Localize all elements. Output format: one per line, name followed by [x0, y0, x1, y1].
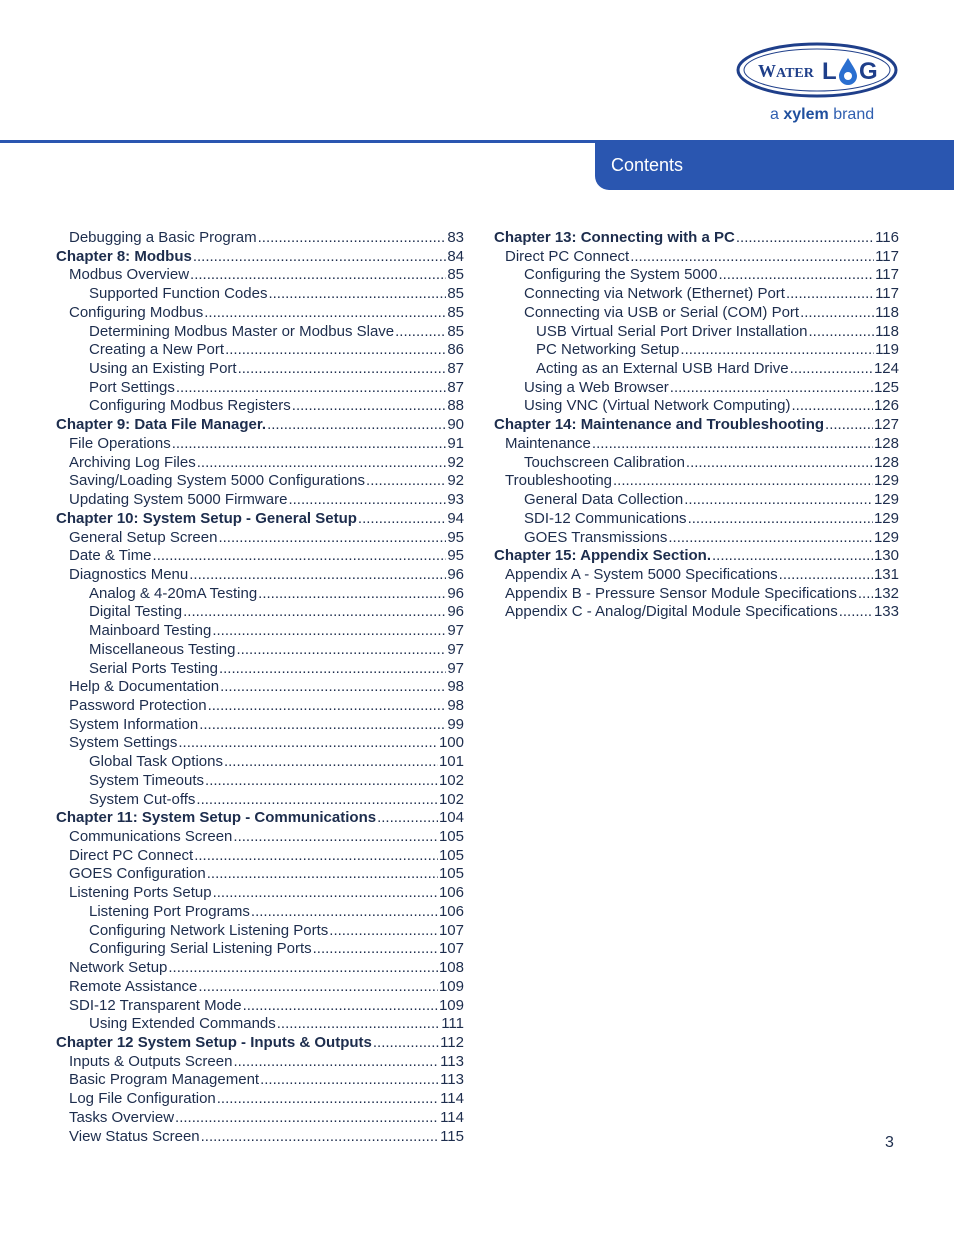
toc-entry-title: PC Networking Setup: [536, 341, 680, 359]
toc-entry-title: Inputs & Outputs Screen: [69, 1052, 233, 1070]
toc-dot-leader: [839, 602, 873, 621]
toc-entry-page: 107: [438, 921, 464, 939]
toc-entry-title: USB Virtual Serial Port Driver Installation: [536, 322, 808, 340]
toc-dot-leader: [791, 396, 872, 415]
page-title: Contents: [611, 155, 684, 175]
toc-entry-page: 98: [447, 697, 464, 714]
toc-dot-leader: [613, 471, 873, 490]
toc-entry[interactable]: [89, 322, 464, 341]
toc-entry-title: Chapter 15: Appendix Section.: [494, 547, 711, 565]
toc-dot-leader: [292, 396, 447, 415]
toc-entry-title: General Setup Screen: [69, 528, 218, 546]
toc-entry-title: Direct PC Connect: [69, 846, 194, 864]
toc-dot-leader: [858, 584, 873, 603]
toc-chapter-entry[interactable]: [56, 1033, 464, 1052]
toc-dot-leader: [178, 733, 438, 752]
toc-entry-page: 132: [873, 584, 899, 602]
toc-dot-leader: [243, 996, 438, 1015]
toc-entry-page: 86: [447, 341, 464, 359]
toc-entry-page: 96: [447, 603, 464, 621]
toc-entry[interactable]: [505, 247, 899, 266]
toc-entry-page: 111: [441, 1015, 464, 1033]
toc-entry-title: System Cut-offs: [89, 790, 196, 808]
toc-entry[interactable]: [524, 265, 899, 284]
toc-entry-title: Help & Documentation: [69, 678, 220, 696]
toc-entry-title: System Settings: [69, 734, 178, 752]
toc-entry-page: 97: [447, 622, 464, 640]
toc-entry[interactable]: [89, 939, 464, 958]
toc-entry-title: Global Task Options: [89, 753, 223, 771]
toc-entry-page: 113: [440, 1071, 464, 1089]
toc-dot-leader: [176, 378, 446, 397]
toc-dot-leader: [736, 228, 874, 247]
toc-dot-leader: [258, 228, 447, 247]
toc-dot-leader: [219, 659, 446, 678]
toc-entry-title: System Information: [69, 715, 199, 733]
toc-entry-page: 84: [447, 247, 464, 265]
toc-entry-page: 129: [873, 528, 899, 546]
toc-entry-page: 131: [873, 565, 899, 583]
toc-entry[interactable]: [69, 958, 464, 977]
toc-entry-page: 98: [447, 678, 464, 696]
toc-entry-page: 100: [438, 734, 464, 752]
toc-entry-title: View Status Screen: [69, 1127, 200, 1145]
toc-entry-title: Appendix A - System 5000 Specifications: [505, 565, 778, 583]
toc-dot-leader: [224, 752, 438, 771]
toc-entry-title: Chapter 12 System Setup - Inputs & Outputs: [56, 1033, 372, 1051]
toc-entry[interactable]: [69, 1089, 464, 1108]
toc-dot-leader: [800, 303, 874, 322]
toc-dot-leader: [373, 1033, 439, 1052]
toc-entry[interactable]: [69, 1052, 464, 1071]
toc-entry-title: Appendix B - Pressure Sensor Module Specifications: [505, 584, 857, 602]
toc-entry[interactable]: [89, 771, 464, 790]
tagline-prefix: a: [770, 106, 779, 123]
toc-entry[interactable]: [69, 846, 464, 865]
waterlog-logo: [736, 42, 898, 98]
toc-entry-title: Listening Ports Setup: [69, 884, 212, 902]
toc-entry[interactable]: [536, 359, 899, 378]
toc-dot-leader: [680, 340, 874, 359]
toc-entry-page: 83: [447, 229, 464, 246]
toc-dot-leader: [712, 546, 873, 565]
toc-entry[interactable]: [89, 902, 464, 921]
toc-dot-leader: [236, 640, 446, 659]
toc-entry[interactable]: [89, 1014, 464, 1033]
toc-entry-page: 85: [447, 322, 464, 340]
toc-entry-page: 93: [447, 491, 464, 509]
toc-dot-leader: [358, 509, 446, 528]
toc-entry[interactable]: [69, 827, 464, 846]
toc-entry-title: Network Setup: [69, 959, 168, 977]
toc-entry-title: Chapter 14: Maintenance and Troubleshooting: [494, 416, 825, 434]
toc-entry-title: Listening Port Programs: [89, 902, 250, 920]
toc-entry-page: 85: [447, 303, 464, 321]
toc-entry-page: 117: [875, 285, 899, 303]
toc-dot-leader: [212, 621, 446, 640]
toc-entry[interactable]: [536, 340, 899, 359]
toc-entry-title: Archiving Log Files: [69, 453, 196, 471]
toc-entry[interactable]: [69, 1108, 464, 1127]
brand-tagline: [770, 106, 882, 124]
toc-entry-page: 118: [875, 322, 899, 340]
toc-entry-page: 117: [875, 266, 899, 284]
toc-entry[interactable]: [69, 677, 464, 696]
toc-entry[interactable]: [69, 453, 464, 472]
toc-entry[interactable]: [505, 584, 899, 603]
toc-entry-page: 128: [873, 453, 899, 471]
toc-entry[interactable]: [89, 359, 464, 378]
toc-entry-title: Chapter 10: System Setup - General Setup: [56, 509, 357, 527]
toc-dot-leader: [630, 247, 874, 266]
toc-dot-leader: [251, 902, 438, 921]
toc-entry-title: Serial Ports Testing: [89, 659, 218, 677]
toc-entry-title: Updating System 5000 Firmware: [69, 491, 288, 509]
toc-entry-page: 128: [873, 434, 899, 452]
toc-entry-page: 119: [875, 341, 899, 359]
toc-entry-page: 114: [440, 1090, 464, 1108]
toc-entry-page: 130: [873, 547, 899, 565]
toc-dot-leader: [258, 584, 446, 603]
toc-entry-page: 102: [438, 771, 464, 789]
toc-dot-leader: [790, 359, 873, 378]
toc-entry-page: 118: [875, 303, 899, 321]
toc-entry-title: Configuring Serial Listening Ports: [89, 940, 312, 958]
toc-entry-page: 112: [440, 1033, 464, 1051]
toc-entry-title: Using an Existing Port: [89, 360, 237, 378]
toc-entry[interactable]: [69, 715, 464, 734]
toc-entry[interactable]: [89, 584, 464, 603]
svg-text:ATER: ATER: [776, 66, 814, 81]
toc-entry-title: Chapter 11: System Setup - Communications: [56, 809, 377, 827]
toc-entry-page: 91: [447, 434, 464, 452]
toc-entry[interactable]: [89, 378, 464, 397]
toc-dot-leader: [197, 453, 447, 472]
toc-entry-page: 87: [447, 360, 464, 378]
toc-dot-leader: [208, 696, 447, 715]
toc-entry[interactable]: [69, 1070, 464, 1089]
toc-entry-title: Password Protection: [69, 697, 207, 714]
toc-entry[interactable]: [69, 733, 464, 752]
toc-entry-title: Using a Web Browser: [524, 378, 669, 396]
toc-dot-leader: [366, 471, 446, 490]
toc-dot-leader: [395, 322, 446, 341]
toc-dot-leader: [213, 883, 438, 902]
toc-entry-page: 95: [447, 547, 464, 565]
toc-chapter-entry[interactable]: [494, 228, 899, 247]
toc-entry-title: SDI-12 Transparent Mode: [69, 996, 242, 1014]
toc-entry-page: 116: [875, 229, 899, 246]
toc-entry-page: 117: [875, 247, 899, 265]
toc-dot-leader: [684, 490, 873, 509]
toc-entry-title: Connecting via USB or Serial (COM) Port: [524, 303, 800, 321]
toc-dot-leader: [329, 921, 438, 940]
toc-entry[interactable]: [505, 565, 899, 584]
toc-entry-title: Supported Function Codes: [89, 285, 268, 303]
toc-dot-leader: [377, 808, 438, 827]
toc-entry[interactable]: [89, 340, 464, 359]
toc-entry-title: Debugging a Basic Program: [69, 229, 257, 246]
toc-entry-title: Date & Time: [69, 547, 152, 565]
toc-entry-page: 124: [873, 360, 899, 378]
toc-entry-page: 97: [447, 659, 464, 677]
toc-entry[interactable]: [505, 602, 899, 621]
toc-entry-title: Acting as an External USB Hard Drive: [536, 360, 789, 378]
toc-entry[interactable]: [524, 396, 899, 415]
toc-entry[interactable]: [69, 303, 464, 322]
toc-entry[interactable]: [505, 471, 899, 490]
toc-entry-page: 99: [447, 715, 464, 733]
toc-dot-leader: [172, 434, 447, 453]
toc-chapter-entry[interactable]: [56, 247, 464, 266]
toc-entry-page: 96: [447, 565, 464, 583]
toc-entry-title: Chapter 13: Connecting with a PC: [494, 229, 735, 246]
toc-entry-title: Configuring the System 5000: [524, 266, 718, 284]
toc-entry-page: 108: [438, 959, 464, 977]
toc-entry-page: 126: [873, 397, 899, 415]
toc-dot-leader: [313, 939, 438, 958]
toc-entry-title: Digital Testing: [89, 603, 183, 621]
toc-dot-leader: [718, 265, 874, 284]
toc-entry-page: 94: [447, 509, 464, 527]
toc-dot-leader: [196, 790, 438, 809]
toc-dot-leader: [190, 265, 446, 284]
toc-entry-page: 133: [873, 603, 899, 621]
toc-dot-leader: [225, 340, 446, 359]
toc-entry-page: 129: [873, 472, 899, 490]
toc-entry[interactable]: [69, 1127, 464, 1146]
toc-entry-title: Configuring Modbus Registers: [89, 397, 291, 415]
toc-entry[interactable]: [69, 265, 464, 284]
toc-entry[interactable]: [69, 228, 464, 247]
toc-entry-page: 92: [447, 453, 464, 471]
toc-dot-leader: [260, 1070, 439, 1089]
toc-entry-page: 90: [447, 416, 464, 434]
toc-dot-leader: [193, 247, 446, 266]
toc-entry-title: Troubleshooting: [505, 472, 613, 490]
toc-chapter-entry[interactable]: [56, 509, 464, 528]
toc-dot-leader: [201, 1127, 439, 1146]
toc-entry[interactable]: [524, 528, 899, 547]
toc-entry[interactable]: [524, 303, 899, 322]
toc-entry-page: 105: [438, 828, 464, 846]
toc-dot-leader: [809, 322, 875, 341]
toc-entry-title: Log File Configuration: [69, 1090, 216, 1108]
toc-entry-page: 92: [447, 472, 464, 490]
toc-entry-page: 87: [447, 378, 464, 396]
toc-entry[interactable]: [536, 322, 899, 341]
toc-dot-leader: [233, 827, 438, 846]
toc-entry-title: GOES Configuration: [69, 865, 206, 883]
toc-entry-title: Configuring Network Listening Ports: [89, 921, 329, 939]
toc-chapter-entry[interactable]: [56, 808, 464, 827]
svg-text:G: G: [859, 58, 878, 85]
toc-entry-page: 109: [438, 977, 464, 995]
toc-entry-page: 107: [438, 940, 464, 958]
toc-entry-page: 125: [873, 378, 899, 396]
toc-entry[interactable]: [89, 640, 464, 659]
contents-tab: [595, 143, 954, 190]
page-number: 3: [885, 1134, 894, 1151]
toc-entry[interactable]: [89, 659, 464, 678]
toc-entry-title: Appendix C - Analog/Digital Module Specifications: [505, 603, 838, 621]
toc-dot-leader: [199, 715, 446, 734]
toc-dot-leader: [220, 677, 446, 696]
toc-entry[interactable]: [524, 378, 899, 397]
toc-entry-title: General Data Collection: [524, 491, 684, 509]
toc-entry[interactable]: [69, 565, 464, 584]
toc-entry-page: 115: [440, 1127, 464, 1145]
toc-dot-leader: [238, 359, 447, 378]
toc-entry-title: Maintenance: [505, 434, 591, 452]
toc-entry[interactable]: [89, 790, 464, 809]
toc-chapter-entry[interactable]: [494, 415, 899, 434]
toc-entry-page: 104: [438, 809, 464, 827]
svg-text:L: L: [822, 58, 837, 85]
toc-dot-leader: [198, 977, 438, 996]
toc-entry-title: Determining Modbus Master or Modbus Slave: [89, 322, 395, 340]
toc-entry-page: 129: [873, 491, 899, 509]
toc-entry-page: 113: [440, 1052, 464, 1070]
toc-dot-leader: [686, 453, 873, 472]
toc-entry-title: Mainboard Testing: [89, 622, 212, 640]
toc-entry-page: 85: [447, 266, 464, 284]
toc-entry[interactable]: [524, 490, 899, 509]
toc-entry-page: 95: [447, 528, 464, 546]
toc-entry-title: Saving/Loading System 5000 Configurations: [69, 472, 366, 490]
toc-entry[interactable]: [69, 528, 464, 547]
toc-entry-page: 106: [438, 902, 464, 920]
toc-entry[interactable]: [89, 921, 464, 940]
toc-entry-title: GOES Transmissions: [524, 528, 668, 546]
toc-dot-leader: [592, 434, 873, 453]
toc-entry-title: Direct PC Connect: [505, 247, 630, 265]
toc-entry-title: Remote Assistance: [69, 977, 198, 995]
toc-entry-page: 85: [447, 285, 464, 303]
toc-entry[interactable]: [69, 696, 464, 715]
toc-entry-title: Port Settings: [89, 378, 175, 396]
logo-lettering: W: [758, 61, 776, 81]
toc-entry-page: 114: [440, 1108, 464, 1126]
toc-entry[interactable]: [69, 490, 464, 509]
toc-dot-leader: [268, 284, 446, 303]
toc-dot-leader: [204, 303, 446, 322]
toc-entry[interactable]: [69, 546, 464, 565]
toc-dot-leader: [205, 771, 438, 790]
toc-entry-title: Basic Program Management: [69, 1071, 260, 1089]
toc-chapter-entry[interactable]: [494, 546, 899, 565]
toc-dot-leader: [194, 846, 438, 865]
toc-dot-leader: [288, 490, 446, 509]
toc-entry-title: Miscellaneous Testing: [89, 640, 236, 658]
toc-entry[interactable]: [89, 621, 464, 640]
toc-entry-page: 129: [873, 509, 899, 527]
toc-dot-leader: [217, 1089, 439, 1108]
toc-dot-leader: [688, 509, 873, 528]
toc-dot-leader: [267, 415, 446, 434]
toc-entry[interactable]: [69, 434, 464, 453]
toc-entry-title: Analog & 4-20mA Testing: [89, 584, 258, 602]
toc-entry[interactable]: [69, 977, 464, 996]
toc-entry[interactable]: [89, 602, 464, 621]
toc-entry-title: Diagnostics Menu: [69, 565, 189, 583]
toc-dot-leader: [183, 602, 446, 621]
toc-dot-leader: [786, 284, 874, 303]
toc-entry[interactable]: [69, 996, 464, 1015]
toc-entry-title: Tasks Overview: [69, 1108, 175, 1126]
toc-entry-title: Connecting via Network (Ethernet) Port: [524, 285, 785, 303]
toc-entry[interactable]: [524, 453, 899, 472]
toc-entry[interactable]: [89, 752, 464, 771]
toc-dot-leader: [168, 958, 438, 977]
toc-chapter-entry[interactable]: [56, 415, 464, 434]
toc-entry[interactable]: [89, 396, 464, 415]
toc-entry-page: 88: [447, 397, 464, 415]
toc-dot-leader: [668, 528, 873, 547]
toc-entry-page: 105: [438, 865, 464, 883]
toc-entry-page: 97: [447, 640, 464, 658]
toc-dot-leader: [277, 1014, 440, 1033]
toc-entry[interactable]: [69, 471, 464, 490]
toc-dot-leader: [175, 1108, 439, 1127]
toc-entry-title: System Timeouts: [89, 771, 205, 789]
toc-entry-page: 109: [438, 996, 464, 1014]
toc-entry[interactable]: [89, 284, 464, 303]
toc-entry-title: Communications Screen: [69, 828, 233, 846]
tagline-suffix: brand: [833, 106, 875, 123]
toc-entry-title: SDI-12 Communications: [524, 509, 687, 527]
toc-entry-page: 101: [438, 753, 464, 771]
toc-dot-leader: [779, 565, 873, 584]
toc-entry-title: Creating a New Port: [89, 341, 225, 359]
toc-entry[interactable]: [505, 434, 899, 453]
toc-dot-leader: [189, 565, 446, 584]
toc-entry-page: 127: [873, 416, 899, 434]
toc-entry-page: 105: [438, 846, 464, 864]
toc-entry[interactable]: [524, 284, 899, 303]
toc-entry[interactable]: [69, 883, 464, 902]
toc-entry-title: File Operations: [69, 434, 171, 452]
toc-dot-leader: [670, 378, 873, 397]
toc-dot-leader: [218, 528, 446, 547]
toc-dot-leader: [153, 546, 447, 565]
toc-dot-leader: [825, 415, 873, 434]
toc-entry-page: 96: [447, 584, 464, 602]
toc-entry-page: 106: [438, 884, 464, 902]
toc-entry-title: Chapter 8: Modbus: [56, 247, 192, 265]
toc-entry-title: Using Extended Commands: [89, 1015, 276, 1033]
tagline-brand: xylem: [783, 106, 829, 123]
toc-entry-page: 102: [438, 790, 464, 808]
toc-dot-leader: [207, 864, 438, 883]
toc-dot-leader: [233, 1052, 439, 1071]
toc-entry-title: Chapter 9: Data File Manager.: [56, 416, 267, 434]
toc-entry[interactable]: [524, 509, 899, 528]
toc-entry-title: Using VNC (Virtual Network Computing): [524, 397, 791, 415]
toc-entry-title: Touchscreen Calibration: [524, 453, 685, 471]
toc-entry-title: Configuring Modbus: [69, 303, 204, 321]
toc-entry[interactable]: [69, 864, 464, 883]
toc-entry-title: Modbus Overview: [69, 266, 190, 284]
